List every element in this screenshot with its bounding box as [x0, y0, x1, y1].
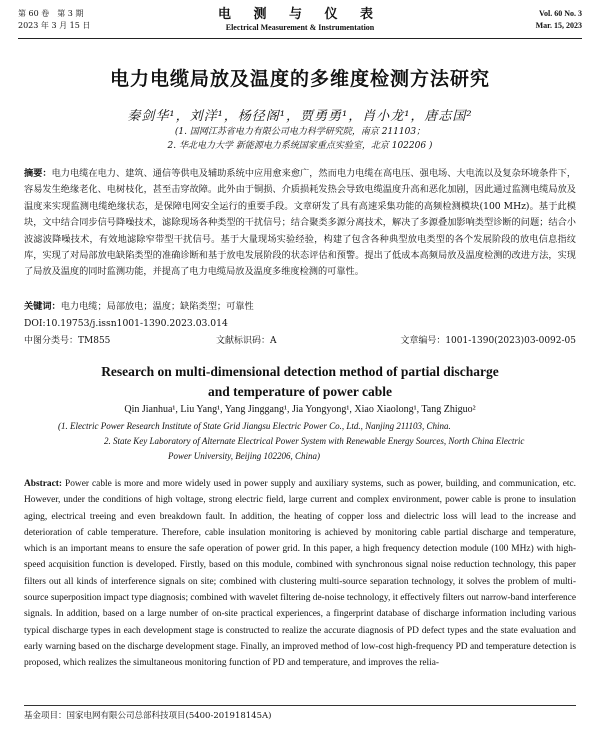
- journal-name-en: Electrical Measurement & Instrumentation: [225, 23, 375, 32]
- affiliation-cn-1: (1. 国网江苏省电力有限公司电力科学研究院，南京 211103；: [174, 127, 426, 137]
- header-rule: [18, 38, 582, 39]
- abstract-en-label: Abstract:: [24, 479, 63, 489]
- header-center: [18, 8, 582, 33]
- affiliation-en-1: (1. Electric Power Research Institute of State Grid Jiangsu Electric Power Co., Ltd., Nanjing 211103, China.: [58, 421, 451, 431]
- volume-en: Vol. 60 No. 3: [538, 9, 582, 18]
- title-en-line-1: Research on multi-dimensional detection method of partial discharge: [101, 364, 499, 379]
- funding-note: 基金项目：国家电网有限公司总部科技项目(5400-201918145A): [24, 705, 576, 721]
- date-en: Mar. 15, 2023: [535, 21, 582, 30]
- header-right: [536, 8, 582, 32]
- authors-en: Qin Jianhua¹, Liu Yang¹, Yang Jinggang¹, Jia Yongyong¹, Xiao Xiaolong¹, Tang Zhiguo²: [124, 404, 476, 415]
- journal-name-cn: 电 测 与 仪 表: [217, 7, 383, 22]
- affiliation-en-2: 2. State Key Laboratory of Alternate Electrical Power System with Renewable Energy Sources, North China Electric: [104, 436, 525, 446]
- abstract-en: [24, 476, 576, 672]
- authors-cn: 秦剑华¹，刘洋¹，杨径阁¹，贾勇勇¹，肖小龙¹，唐志国²: [127, 109, 473, 124]
- keywords-cn: [24, 299, 576, 315]
- journal-header: [18, 8, 582, 38]
- abstract-cn-label: 摘要：: [24, 168, 52, 179]
- clc-number: 中图分类号：TM855: [24, 336, 111, 346]
- affiliations-en: [58, 419, 560, 464]
- abstract-cn: [24, 166, 576, 281]
- affiliation-cn-2: 2. 华北电力大学 新能源电力系统国家重点实验室，北京 102206 ): [167, 141, 433, 151]
- affiliation-en-3: Power University, Beijing 102206, China): [168, 451, 320, 461]
- abstract-cn-text: 电力电缆在电力、建筑、通信等供电及辅助系统中应用愈来愈广，然而电力电缆在高电压、强电场、大电流以及复杂环境条件下，容易发生绝缘老化、电树枝化，甚至击穿故障。此外由于铜损、介质损耗发热会导致电缆温度升高和恶化加剧，因此通过监测电缆局放及温度来实现监测电缆绝缘状态，是保障电网安全运行的重要手段。文章研发了具有高速采集功能的高频检测模块(100 MHz)。基于此模块，文中结合同步信号降噪技术，滤除现场各种类型的干扰信号；结合聚类多源分离技术，解决了多源叠加影响类型诊断的问题；结合小波滤波降噪技术，有效地滤除窄带型干扰信号。基于大量现场实验经验，构建了包含各种典型放电类型的各个发展阶段的放电信息指纹库，实现了对局部放电缺陷类型的准确诊断和基于放电发展阶段的状态评估和预警。提出了低成本高频局放及温度检测的改进方法，实现了局放及温度的同时监测功能，并提高了电力电缆局放及温度多维度检测的可靠性。: [24, 168, 577, 278]
- document-code: 文献标识码：A: [216, 336, 277, 346]
- classification-row: [24, 333, 576, 347]
- article-number: 文章编号：1001-1390(2023)03-0092-05: [400, 336, 576, 346]
- keywords-cn-label: 关键词：: [24, 301, 61, 312]
- keywords-cn-text: 电力电缆；局部放电；温度；缺陷类型；可靠性: [60, 301, 254, 312]
- doi: DOI:10.19753/j.issn1001-1390.2023.03.014: [24, 318, 228, 329]
- paper-title-cn: 电力电缆局放及温度的多维度检测方法研究: [109, 68, 490, 90]
- paper-title-en: [0, 362, 600, 402]
- issue-date: 2023 年 3 月 15 日: [18, 21, 91, 30]
- volume-issue: 第 60 卷 第 3 期: [18, 9, 84, 18]
- title-en-line-2: and temperature of power cable: [208, 384, 392, 399]
- abstract-en-text: Power cable is more and more widely used in power supply and auxiliary systems, such as power, building, and communication, etc. However, under the conditions of high voltage, strong electric field, large current and complex environment, power cable is prone to insulation aging, electrical treeing and even breakdown fault. In addition, the heating of copper loss and dielectric loss will lead to the increase and deterioration of cable temperature. Therefore, cable insulation monitoring is achieved by monitoring cable partial discharge and temperature, which is an important means to ensure the safe operation of power grid. In this paper, a high frequency detection module (100 MHz) with high-speed acquisition function is developed. Firstly, based on this module, combined with synchronous signal noise reduction technology, this paper filters out all kinds of interference signals on site; combined with clustering multi-source separation technology, it solves the problem of multi-source superposition impact type diagnosis; combined with wavelet filtering de-noise technology, it effectively filters out narrow-band interference signals. In addition, based on a large number of on-site practical experiences, a fingerprint database of discharge information including various typical discharge types in each development stage is constructed to realize the accurate diagnosis of PD defect types and the state evaluation and early warning based on the discharge development stage. Finally, an improved method of low-cost high-frequency PD and temperature detection is proposed, which realizes the simultaneous monitoring function of PD and temperature, and improves the relia-: [24, 479, 576, 669]
